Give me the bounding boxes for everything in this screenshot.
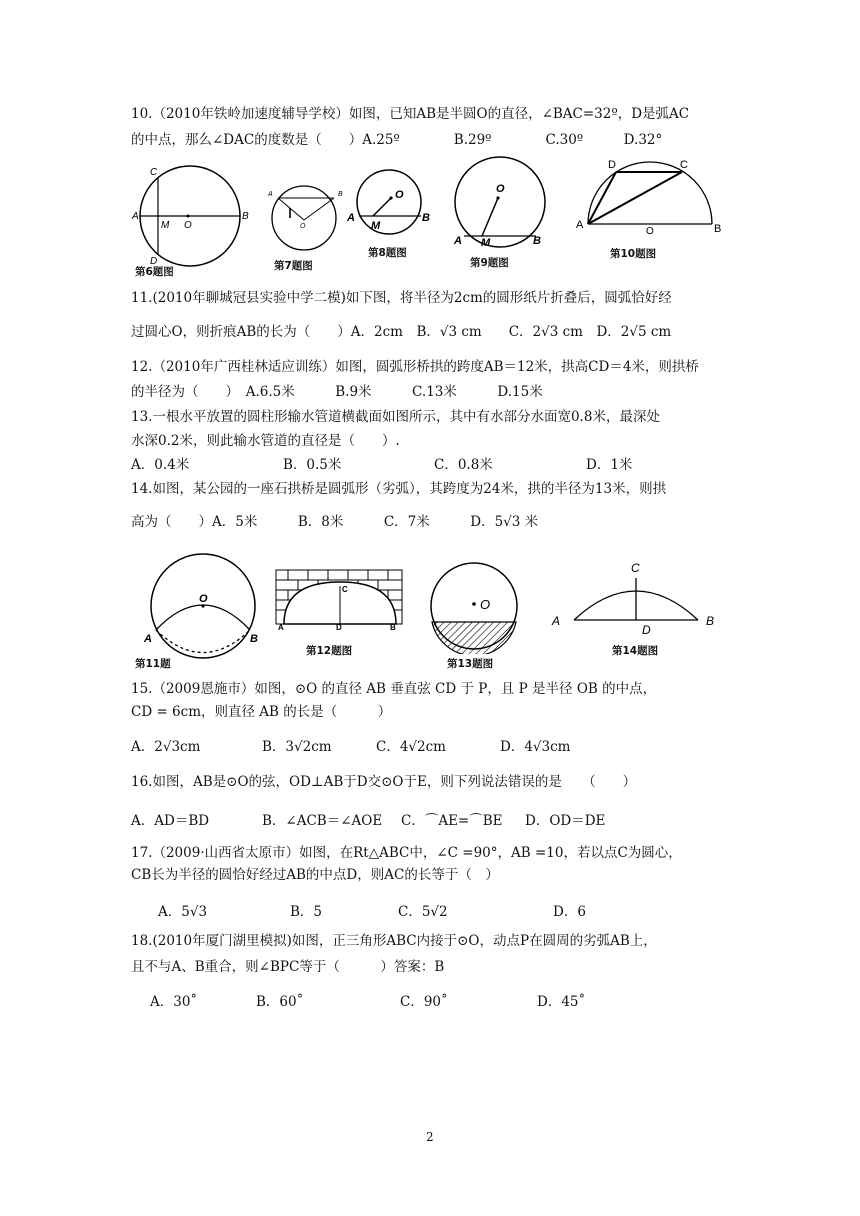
q11-line1: 11.(2010年聊城冠县实验中学二模)如下图，将半径为2cm的圆形纸片折叠后，圆弧恰好经 bbox=[131, 290, 672, 306]
page-number: 2 bbox=[426, 1130, 434, 1144]
q15-option-c: C．4√2cm bbox=[376, 739, 446, 755]
caption-fig8: 第8题图 bbox=[368, 247, 407, 259]
svg-text:M: M bbox=[161, 220, 170, 231]
svg-text:M: M bbox=[481, 237, 491, 249]
svg-text:B: B bbox=[533, 235, 541, 247]
svg-text:M: M bbox=[371, 220, 381, 232]
q17-option-a: A．5√3 bbox=[158, 904, 208, 920]
q15-line1: 15.（2009恩施市）如图，⊙O 的直径 AB 垂直弦 CD 于 P，且 P 是半径 OB 的中点， bbox=[131, 681, 657, 697]
q17-line1: 17.（2009·山西省太原市）如图，在Rt△ABC中，∠C =90°，AB =10，若以点C为圆心， bbox=[131, 845, 682, 861]
figure-14 bbox=[548, 558, 723, 638]
svg-text:B: B bbox=[242, 211, 249, 222]
q12-line1: 12.（2010年广西桂林适应训练）如图，圆弧形桥拱的跨度AB＝12米，拱高CD＝4米，则拱桥 bbox=[131, 359, 699, 375]
q18-option-c: C．90˚ bbox=[400, 994, 448, 1010]
q16-option-c: C．⌒AE=⌒BE bbox=[401, 813, 503, 829]
svg-text:O: O bbox=[480, 597, 491, 612]
q15-option-d: D．4√3cm bbox=[500, 739, 571, 755]
figure-12 bbox=[274, 568, 404, 630]
svg-text:B: B bbox=[250, 633, 258, 645]
q18-option-d: D．45˚ bbox=[537, 994, 586, 1010]
svg-text:C: C bbox=[680, 159, 688, 171]
svg-text:A: A bbox=[454, 235, 462, 247]
svg-text:A: A bbox=[278, 623, 284, 630]
q18-line1: 18.(2010年厦门湖里模拟)如图，正三角形ABC内接于⊙O，动点P在圆周的劣弧AB上， bbox=[131, 933, 657, 949]
caption-fig13: 第13题图 bbox=[447, 658, 494, 670]
q13-option-b: B．0.5米 bbox=[283, 457, 342, 473]
q14-line1: 14.如图，某公园的一座石拱桥是圆弧形（劣弧），其跨度为24米，拱的半径为13米，则拱 bbox=[131, 481, 667, 497]
svg-text:A: A bbox=[132, 211, 139, 222]
svg-text:O: O bbox=[646, 226, 654, 236]
svg-text:D: D bbox=[642, 623, 651, 637]
q14-line2: 高为（ ）A．5米 B．8米 C．7米 D．5√3 米 bbox=[131, 514, 539, 530]
figure-11 bbox=[140, 550, 270, 660]
figure-8 bbox=[345, 166, 435, 246]
caption-fig6: 第6题图 bbox=[135, 266, 174, 278]
figure-13 bbox=[428, 560, 520, 654]
svg-text:B: B bbox=[714, 223, 722, 235]
svg-text:A: A bbox=[144, 633, 152, 645]
svg-text:B: B bbox=[390, 623, 396, 630]
svg-text:D: D bbox=[150, 256, 158, 267]
caption-fig9: 第9题图 bbox=[470, 257, 509, 269]
figure-6 bbox=[130, 160, 250, 278]
q17-option-b: B．5 bbox=[290, 904, 323, 920]
figure-7 bbox=[262, 180, 352, 256]
caption-fig14: 第14题图 bbox=[612, 645, 659, 657]
svg-text:O: O bbox=[300, 223, 306, 230]
q15-option-b: B．3√2cm bbox=[262, 739, 332, 755]
caption-fig11: 第11题 bbox=[135, 658, 171, 670]
q16-option-a: A．AD＝BD bbox=[131, 813, 210, 829]
svg-text:B: B bbox=[706, 614, 715, 628]
q16-option-d: D．OD＝DE bbox=[525, 813, 606, 829]
q13-line1: 13.一根水平放置的圆柱形输水管道横截面如图所示，其中有水部分水面宽0.8米，最深处 bbox=[131, 409, 660, 425]
q17-option-c: C．5√2 bbox=[398, 904, 448, 920]
figure-10 bbox=[570, 156, 730, 236]
q12-line2: 的半径为（ ） A.6.5米 B.9米 C.13米 D.15米 bbox=[131, 384, 543, 400]
svg-text:A: A bbox=[552, 614, 561, 628]
svg-text:O: O bbox=[199, 593, 208, 605]
q16-line1: 16.如图，AB是⊙O的弦，OD⊥AB于D交⊙O于E，则下列说法错误的是 （ ） bbox=[131, 774, 637, 790]
q10-line2: 的中点，那么∠DAC的度数是（ ）A.25º B.29º C.30º D.32° bbox=[131, 132, 663, 148]
q18-option-b: B．60˚ bbox=[256, 994, 304, 1010]
figure-9 bbox=[450, 156, 550, 256]
svg-text:C: C bbox=[342, 585, 348, 594]
svg-text:B: B bbox=[422, 212, 430, 224]
q13-line2: 水深0.2米，则此输水管道的直径是（ ）. bbox=[131, 433, 400, 449]
svg-text:O: O bbox=[496, 183, 505, 195]
q17-line2: CB长为半径的圆恰好经过AB的中点D，则AC的长等于（ ） bbox=[131, 867, 499, 883]
svg-text:A: A bbox=[347, 212, 355, 224]
q16-option-b: B．∠ACB＝∠AOE bbox=[262, 813, 383, 829]
q18-line2: 且不与A、B重合，则∠BPC等于（ ）答案：B bbox=[131, 959, 445, 975]
q10-line1: 10.（2010年铁岭加速度辅导学校）如图，已知AB是半圆O的直径，∠BAC=32º，D是弧AC bbox=[131, 106, 690, 122]
svg-text:D: D bbox=[336, 623, 342, 630]
svg-text:D: D bbox=[608, 159, 616, 171]
q17-option-d: D．6 bbox=[553, 904, 586, 920]
q15-option-a: A．2√3cm bbox=[131, 739, 201, 755]
caption-fig10: 第10题图 bbox=[610, 248, 657, 260]
svg-text:B: B bbox=[338, 191, 343, 198]
svg-text:A: A bbox=[268, 191, 273, 198]
q13-option-c: C．0.8米 bbox=[434, 457, 493, 473]
svg-text:O: O bbox=[395, 189, 404, 201]
q15-line2: CD = 6cm，则直径 AB 的长是（ ） bbox=[131, 704, 392, 720]
q13-option-a: A．0.4米 bbox=[131, 457, 190, 473]
svg-text:A: A bbox=[576, 219, 584, 231]
svg-text:C: C bbox=[150, 167, 158, 178]
caption-fig7: 第7题图 bbox=[274, 260, 313, 272]
svg-text:C: C bbox=[631, 561, 640, 575]
caption-fig12: 第12题图 bbox=[306, 645, 353, 657]
q18-option-a: A．30˚ bbox=[150, 994, 198, 1010]
q13-option-d: D．1米 bbox=[586, 457, 633, 473]
svg-text:O: O bbox=[184, 220, 192, 231]
q11-line2: 过圆心O，则折痕AB的长为（ ）A．2cm B．√3 cm C．2√3 cm D．2√5 cm bbox=[131, 324, 672, 340]
